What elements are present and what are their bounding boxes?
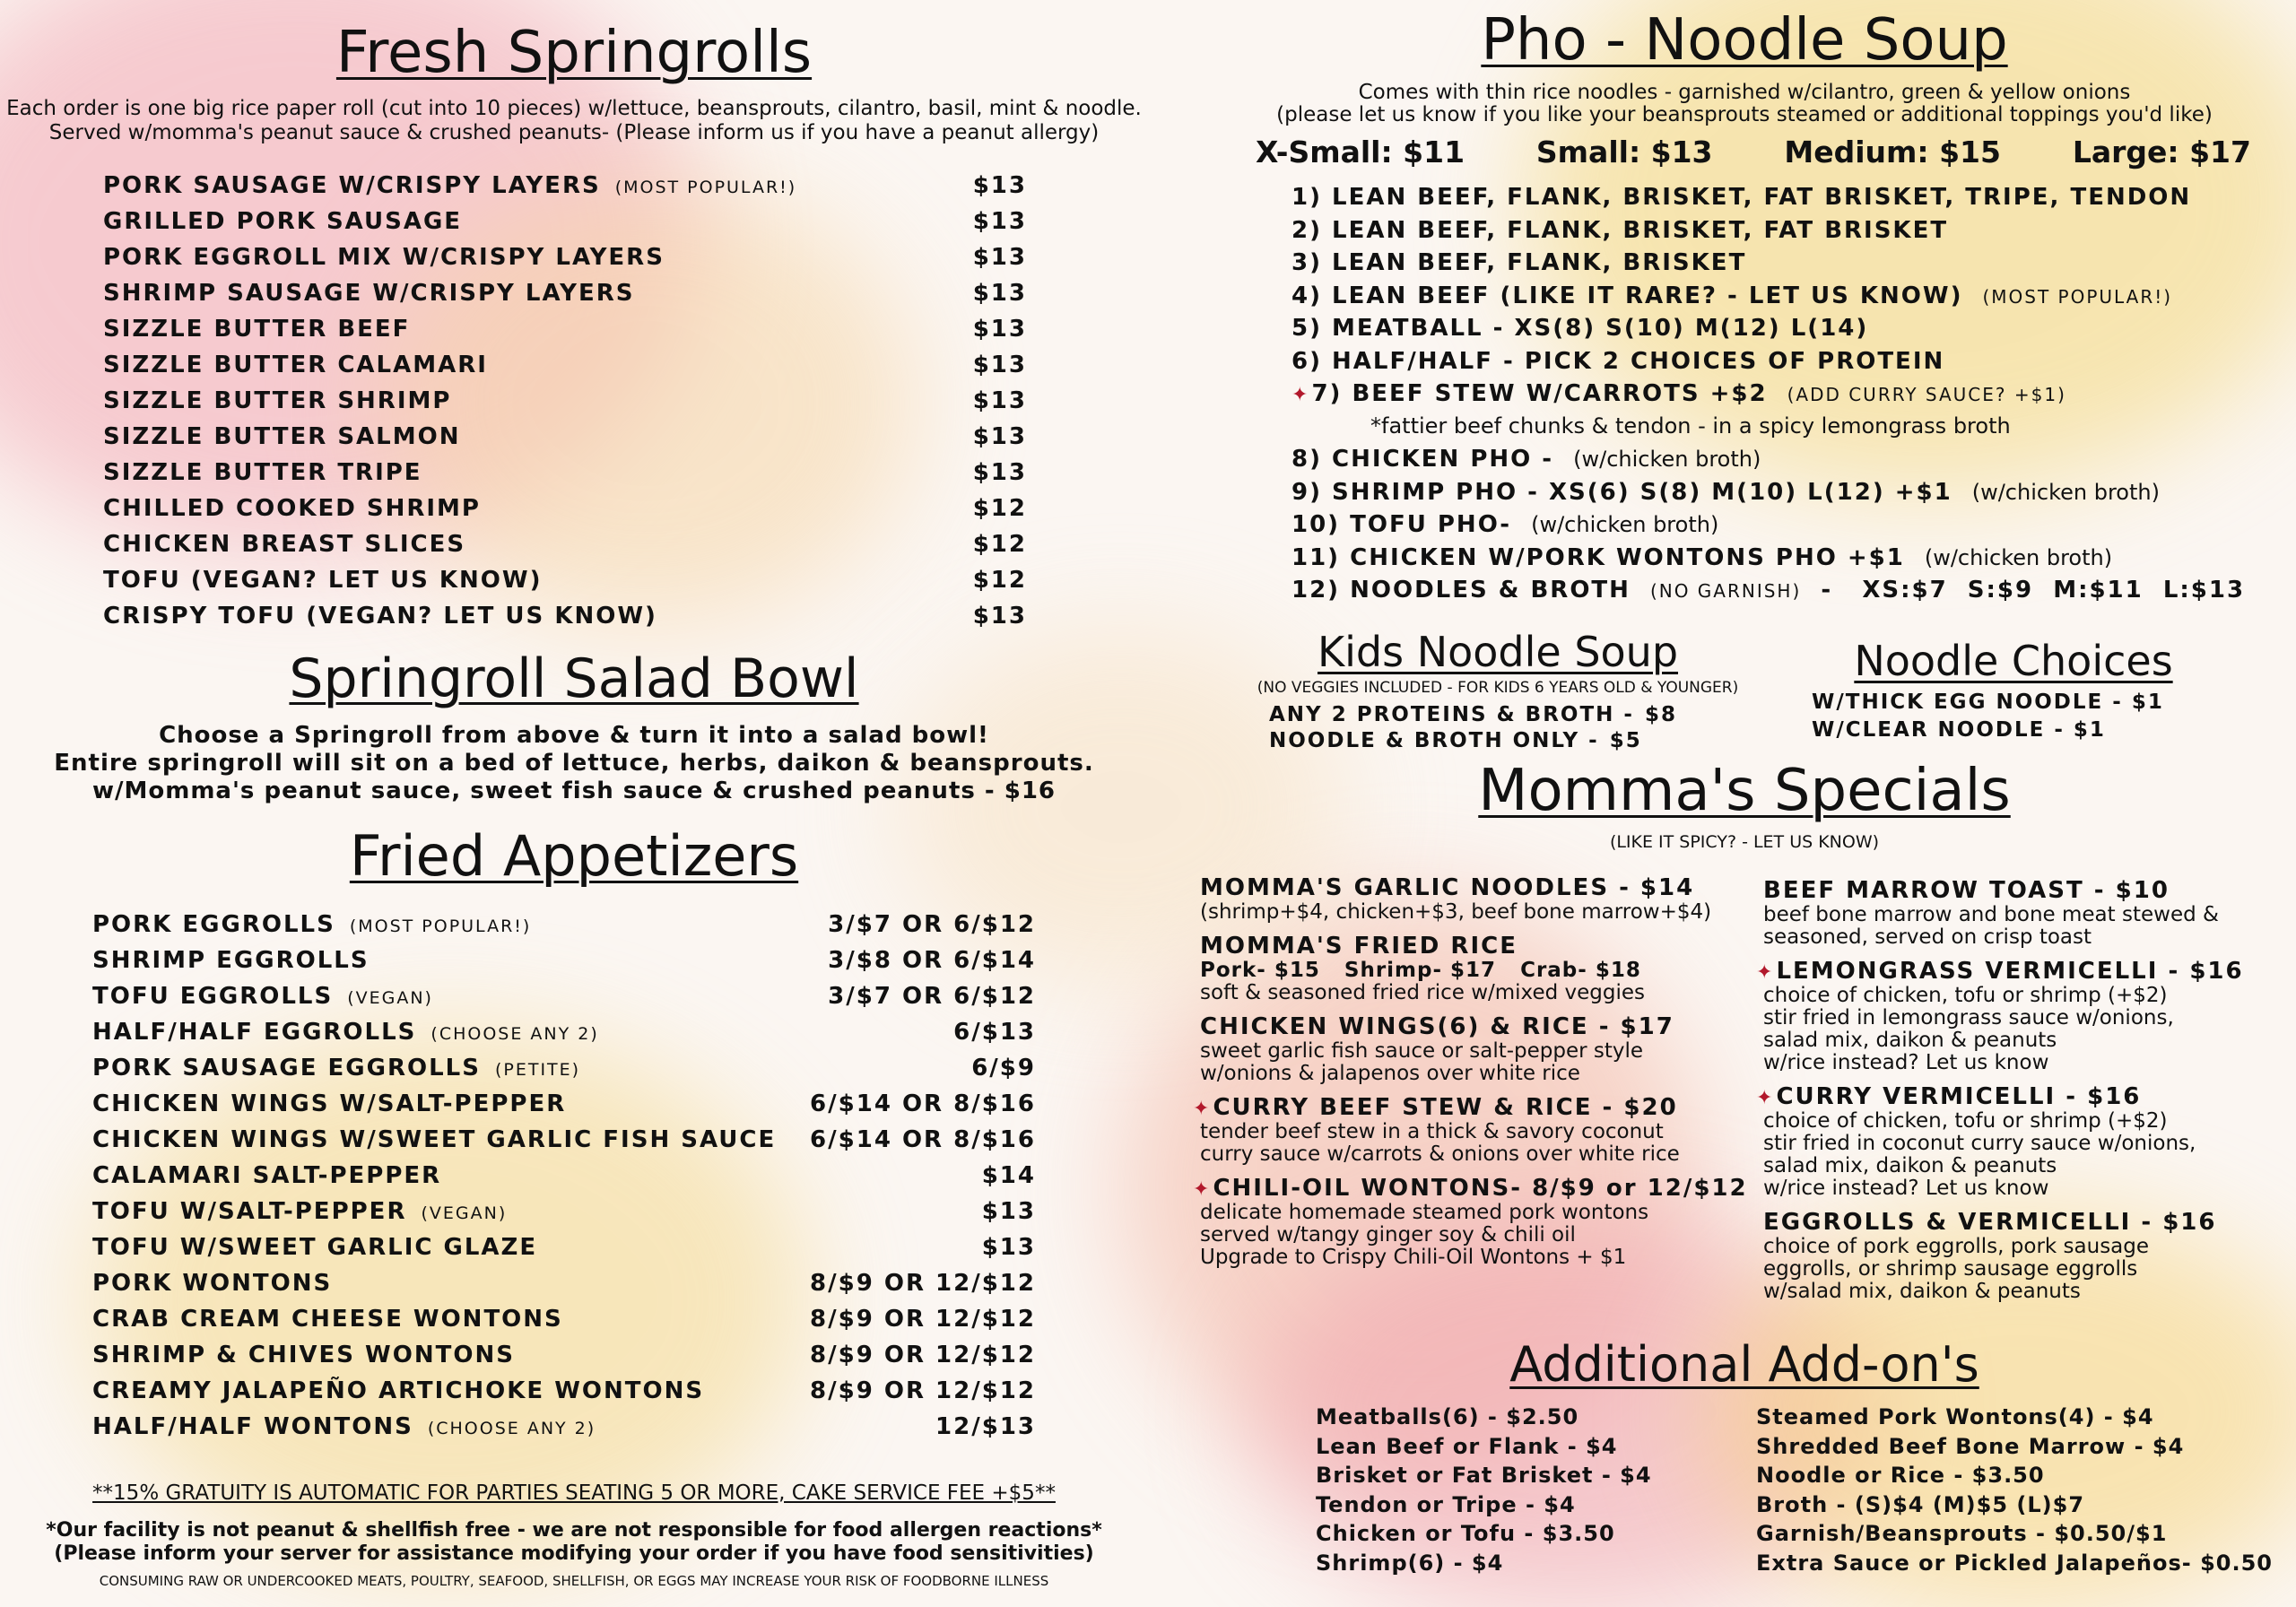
menu-item-name: SIZZLE BUTTER SHRIMP bbox=[103, 387, 452, 414]
menu-item bbox=[103, 244, 1027, 280]
special-item-desc: stir fried in lemongrass sauce w/onions, bbox=[1763, 1006, 2174, 1029]
size-large: Large: $17 bbox=[2072, 135, 2251, 169]
pho-item bbox=[1292, 184, 2278, 217]
menu-item bbox=[103, 352, 1027, 387]
special-item-desc: tender beef stew in a thick & savory coconut bbox=[1200, 1120, 1664, 1143]
menu-item-name-wrap bbox=[103, 244, 665, 271]
menu-item-price: $13 bbox=[972, 459, 1027, 486]
menu-item-name: SIZZLE BUTTER CALAMARI bbox=[103, 352, 488, 378]
pho-item-name: 1) LEAN BEEF, FLANK, BRISKET, FAT BRISKET, TRIPE, TENDON bbox=[1292, 184, 2192, 211]
pho-item-note: (MOST POPULAR!) bbox=[1982, 285, 2173, 308]
menu-item bbox=[92, 1306, 1036, 1342]
menu-item bbox=[92, 1270, 1036, 1306]
menu-item-name: PORK SAUSAGE W/CRISPY LAYERS bbox=[103, 172, 601, 199]
special-item-desc: seasoned, served on crisp toast bbox=[1763, 925, 2092, 949]
fried-appetizers-title: Fried Appetizers bbox=[349, 823, 799, 889]
menu-item bbox=[92, 1162, 1036, 1198]
menu-item-name-wrap bbox=[103, 603, 657, 630]
menu-item bbox=[103, 172, 1027, 208]
menu-item-name: TOFU EGGROLLS bbox=[92, 983, 334, 1010]
menu-item-price: $12 bbox=[972, 567, 1027, 594]
size-xsmall: X-Small: $11 bbox=[1256, 135, 1465, 169]
menu-item-name-wrap bbox=[103, 172, 796, 199]
addon-item: Garnish/Beansprouts - $0.50/$1 bbox=[1756, 1521, 2168, 1546]
menu-item bbox=[103, 459, 1027, 495]
special-item-desc: served w/tangy ginger soy & chili oil bbox=[1200, 1223, 1576, 1247]
pho-item-note bbox=[1650, 577, 2245, 604]
menu-item-price: $13 bbox=[981, 1198, 1036, 1225]
menu-item-price: 8/$9 OR 12/$12 bbox=[810, 1306, 1036, 1333]
pho-item-name: 7) BEEF STEW W/CARROTS +$2 bbox=[1311, 380, 1768, 407]
menu-item bbox=[103, 531, 1027, 567]
menu-item-price: $13 bbox=[972, 208, 1027, 235]
menu-item-price: 6/$14 OR 8/$16 bbox=[810, 1090, 1036, 1117]
menu-item-price: $12 bbox=[972, 495, 1027, 522]
addon-item: Steamed Pork Wontons(4) - $4 bbox=[1756, 1404, 2154, 1429]
special-item-name: CHICKEN WINGS(6) & RICE - $17 bbox=[1200, 1013, 1674, 1040]
salad-bowl-line-1: Choose a Springroll from above & turn it into a salad bowl! bbox=[159, 722, 989, 749]
kids-noodle-title: Kids Noodle Soup bbox=[1317, 628, 1679, 676]
special-item-title bbox=[1756, 1083, 2294, 1110]
special-item-desc: w/onions & jalapenos over white rice bbox=[1200, 1062, 1580, 1085]
special-item-title bbox=[1756, 877, 2294, 904]
menu-item bbox=[92, 1126, 1036, 1162]
menu-item-name: CHICKEN WINGS W/SWEET GARLIC FISH SAUCE bbox=[92, 1126, 777, 1153]
special-item-title bbox=[1756, 1209, 2294, 1236]
menu-item bbox=[92, 1413, 1036, 1449]
menu-item-price: 8/$9 OR 12/$12 bbox=[810, 1270, 1036, 1297]
menu-item-name-wrap bbox=[92, 1306, 563, 1333]
addon-item: Shrimp(6) - $4 bbox=[1316, 1550, 1504, 1576]
menu-item bbox=[92, 1377, 1036, 1413]
menu-item-name-wrap bbox=[92, 911, 531, 938]
menu-item bbox=[103, 280, 1027, 316]
menu-item bbox=[103, 423, 1027, 459]
special-item bbox=[1193, 1013, 1749, 1085]
menu-item-name-wrap bbox=[92, 1377, 704, 1404]
gratuity-note: **15% GRATUITY IS AUTOMATIC FOR PARTIES SEATING 5 OR MORE, CAKE SERVICE FEE +$5** bbox=[92, 1481, 1056, 1505]
pho-title: Pho - Noodle Soup bbox=[1481, 7, 2008, 74]
size-medium: Medium: $15 bbox=[1784, 135, 2001, 169]
pho-list bbox=[1292, 184, 2278, 610]
menu-item-name-wrap bbox=[92, 1413, 596, 1440]
menu-item-price: $13 bbox=[972, 316, 1027, 343]
pho-item-name: 11) CHICKEN W/PORK WONTONS PHO +$1 bbox=[1292, 543, 1905, 571]
special-item-desc: choice of pork eggrolls, pork sausage bbox=[1763, 1235, 2150, 1258]
pho-item bbox=[1292, 380, 2278, 413]
noodle-choice-item: W/CLEAR NOODLE - $1 bbox=[1812, 718, 2106, 742]
menu-item bbox=[92, 911, 1036, 947]
special-item-title bbox=[1193, 1175, 1749, 1202]
pho-item bbox=[1292, 479, 2278, 512]
menu-item-price: 8/$9 OR 12/$12 bbox=[810, 1377, 1036, 1404]
pho-item-note: (w/chicken broth) bbox=[1924, 544, 2113, 570]
special-item-title bbox=[1193, 874, 1749, 901]
menu-item bbox=[92, 947, 1036, 983]
menu-item-price: 12/$13 bbox=[935, 1413, 1036, 1440]
menu-item-name-wrap bbox=[103, 567, 542, 594]
menu-item-name: TOFU (VEGAN? LET US KNOW) bbox=[103, 567, 543, 594]
addon-item: Meatballs(6) - $2.50 bbox=[1316, 1404, 1579, 1429]
menu-item-name: CALAMARI SALT-PEPPER bbox=[92, 1162, 442, 1189]
menu-item-name: TOFU W/SALT-PEPPER bbox=[92, 1198, 407, 1225]
menu-item-price: 6/$14 OR 8/$16 bbox=[810, 1126, 1036, 1153]
menu-item-note: (MOST POPULAR!) bbox=[349, 916, 532, 936]
menu-item-name-wrap bbox=[92, 1342, 515, 1368]
menu-item-name: PORK EGGROLLS bbox=[92, 911, 335, 938]
kids-item: NOODLE & BROTH ONLY - $5 bbox=[1269, 729, 1642, 752]
menu-item-note: (CHOOSE ANY 2) bbox=[427, 1419, 596, 1438]
menu-item-name-wrap bbox=[103, 495, 481, 522]
menu-item-name-wrap bbox=[103, 208, 462, 235]
menu-item-name: SHRIMP & CHIVES WONTONS bbox=[92, 1342, 515, 1368]
special-item-desc: (shrimp+$4, chicken+$3, beef bone marrow+$4) bbox=[1200, 900, 1712, 924]
chili-pepper-icon: ✦ bbox=[1292, 384, 1309, 406]
specials-right-list bbox=[1756, 877, 2294, 1312]
addons-right-list bbox=[1756, 1404, 2294, 1579]
pho-item bbox=[1292, 511, 2278, 544]
pho-item-note-garnish: (NO GARNISH) bbox=[1649, 580, 1802, 602]
chili-pepper-icon: ✦ bbox=[1756, 1087, 1773, 1109]
special-item-title bbox=[1193, 1013, 1749, 1040]
pho-item-name: 2) LEAN BEEF, FLANK, BRISKET, FAT BRISKET bbox=[1292, 216, 1949, 244]
menu-item-name: CRAB CREAM CHEESE WONTONS bbox=[92, 1306, 563, 1333]
pho-item-note: (w/chicken broth) bbox=[1573, 447, 1761, 472]
pho-item-name: 10) TOFU PHO- bbox=[1292, 511, 1512, 538]
special-item-desc: salad mix, daikon & peanuts bbox=[1763, 1154, 2057, 1177]
addon-item: Brisket or Fat Brisket - $4 bbox=[1316, 1463, 1652, 1488]
special-item-name: CURRY VERMICELLI - $16 bbox=[1776, 1083, 2142, 1110]
salad-bowl-line-3: w/Momma's peanut sauce, sweet fish sauce & crushed peanuts - $16 bbox=[91, 777, 1057, 804]
menu-item bbox=[103, 603, 1027, 638]
springrolls-title: Fresh Springrolls bbox=[335, 20, 813, 86]
special-item-desc: w/salad mix, daikon & peanuts bbox=[1763, 1280, 2081, 1303]
menu-item-price: $13 bbox=[972, 423, 1027, 450]
pho-item-name: 4) LEAN BEEF (LIKE IT RARE? - LET US KNOW) bbox=[1292, 282, 1963, 309]
menu-item-price: 3/$7 OR 6/$12 bbox=[828, 911, 1036, 938]
addons-title: Additional Add-on's bbox=[1509, 1336, 1979, 1393]
specials-left-list bbox=[1193, 874, 1749, 1278]
addon-item: Noodle or Rice - $3.50 bbox=[1756, 1463, 2045, 1488]
special-item-desc: w/rice instead? Let us know bbox=[1763, 1177, 2049, 1200]
chili-pepper-icon: ✦ bbox=[1193, 1178, 1210, 1201]
menu-item-name-wrap bbox=[92, 1019, 599, 1046]
noodle-choices-title: Noodle Choices bbox=[1854, 637, 2173, 685]
pho-item bbox=[1292, 315, 2278, 348]
menu-item-name: CHILLED COOKED SHRIMP bbox=[103, 495, 481, 522]
special-item-desc: beef bone marrow and bone meat stewed & bbox=[1763, 903, 2219, 926]
pho-item-name: 6) HALF/HALF - PICK 2 CHOICES OF PROTEIN bbox=[1292, 347, 1945, 375]
menu-item-name: SIZZLE BUTTER SALMON bbox=[103, 423, 461, 450]
menu-item-price: $14 bbox=[981, 1162, 1036, 1189]
special-item-desc: stir fried in coconut curry sauce w/onions, bbox=[1763, 1132, 2196, 1155]
mommas-specials-subtitle: (LIKE IT SPICY? - LET US KNOW) bbox=[1609, 832, 1880, 852]
special-item-desc: choice of chicken, tofu or shrimp (+$2) bbox=[1763, 984, 2168, 1007]
pho-item-note: (w/chicken broth) bbox=[1531, 512, 1719, 537]
special-item-name: MOMMA'S FRIED RICE bbox=[1200, 933, 1518, 960]
pho-item bbox=[1292, 544, 2278, 578]
menu-item bbox=[103, 387, 1027, 423]
pho-item bbox=[1292, 577, 2278, 610]
menu-item-name: PORK SAUSAGE EGGROLLS bbox=[92, 1055, 481, 1081]
menu-item bbox=[92, 1019, 1036, 1055]
menu-item bbox=[103, 208, 1027, 244]
addon-item: Tendon or Tripe - $4 bbox=[1316, 1491, 1576, 1517]
menu-item-name: TOFU W/SWEET GARLIC GLAZE bbox=[92, 1234, 538, 1261]
special-item-desc: curry sauce w/carrots & onions over white rice bbox=[1200, 1142, 1680, 1166]
allergy-note-2: (Please inform your server for assistance modifying your order if you have food sensitivities) bbox=[54, 1542, 1094, 1565]
fried-appetizers-list bbox=[92, 911, 1036, 1449]
menu-item-price: $13 bbox=[972, 352, 1027, 378]
special-item-desc: eggrolls, or shrimp sausage eggrolls bbox=[1763, 1257, 2138, 1281]
menu-item-note: (PETITE) bbox=[494, 1060, 581, 1080]
menu-item-name-wrap bbox=[103, 352, 488, 378]
pho-desc-2: (please let us know if you like your beansprouts steamed or additional toppings you'd like) bbox=[1276, 103, 2213, 126]
pho-desc-1: Comes with thin rice noodles - garnished w/cilantro, green & yellow onions bbox=[1358, 81, 2131, 104]
special-item bbox=[1193, 874, 1749, 924]
menu-item bbox=[92, 1234, 1036, 1270]
special-item-desc: Pork- $15 Shrimp- $17 Crab- $18 bbox=[1200, 959, 1641, 982]
menu-item-price: 6/$9 bbox=[971, 1055, 1036, 1081]
menu-item-note: (VEGAN) bbox=[347, 988, 433, 1008]
menu-item bbox=[92, 1342, 1036, 1377]
menu-item-name-wrap bbox=[92, 983, 433, 1010]
menu-item-name-wrap bbox=[103, 316, 410, 343]
menu-item-price: 3/$7 OR 6/$12 bbox=[828, 983, 1036, 1010]
menu-item-price: $13 bbox=[972, 387, 1027, 414]
menu-item-price: $13 bbox=[972, 603, 1027, 630]
pho-item-name: 8) CHICKEN PHO - bbox=[1292, 446, 1554, 473]
special-item bbox=[1756, 1209, 2294, 1303]
menu-item-note: (CHOOSE ANY 2) bbox=[430, 1024, 599, 1044]
pho-item bbox=[1292, 282, 2278, 316]
menu-item-price: $13 bbox=[972, 244, 1027, 271]
menu-item-name-wrap bbox=[103, 387, 451, 414]
menu-item bbox=[103, 316, 1027, 352]
springrolls-desc-2: Served w/momma's peanut sauce & crushed peanuts- (Please inform us if you have a peanut allergy) bbox=[48, 121, 1100, 144]
menu-item-price: $12 bbox=[972, 531, 1027, 558]
menu-item-name: CREAMY JALAPEÑO ARTICHOKE WONTONS bbox=[92, 1377, 705, 1404]
special-item-desc: salad mix, daikon & peanuts bbox=[1763, 1029, 2057, 1052]
menu-item bbox=[92, 1198, 1036, 1234]
springrolls-desc-1: Each order is one big rice paper roll (cut into 10 pieces) w/lettuce, beansprouts, cilantro, basil, mint & noodle. bbox=[6, 97, 1142, 120]
special-item-name: LEMONGRASS VERMICELLI - $16 bbox=[1776, 958, 2244, 985]
menu-item-name-wrap bbox=[103, 459, 422, 486]
menu-item-note: (VEGAN) bbox=[421, 1203, 508, 1223]
menu-item-name: SHRIMP SAUSAGE W/CRISPY LAYERS bbox=[103, 280, 635, 307]
special-item-name: EGGROLLS & VERMICELLI - $16 bbox=[1763, 1209, 2217, 1236]
special-item-title bbox=[1193, 1094, 1749, 1121]
special-item-desc: Upgrade to Crispy Chili-Oil Wontons + $1 bbox=[1200, 1246, 1627, 1269]
pho-item bbox=[1292, 217, 2278, 250]
pho-item bbox=[1292, 446, 2278, 479]
chili-pepper-icon: ✦ bbox=[1193, 1098, 1210, 1120]
foodborne-warning: CONSUMING RAW OR UNDERCOOKED MEATS, POULTRY, SEAFOOD, SHELLFISH, OR EGGS MAY INCREASE YOUR RISK OF FOODBORNE ILLNESS bbox=[99, 1573, 1049, 1589]
menu-item-name: SIZZLE BUTTER TRIPE bbox=[103, 459, 422, 486]
addon-item: Chicken or Tofu - $3.50 bbox=[1316, 1521, 1615, 1546]
special-item-name: MOMMA'S GARLIC NOODLES - $14 bbox=[1200, 874, 1695, 901]
addon-item: Broth - (S)$4 (M)$5 (L)$7 bbox=[1756, 1491, 2085, 1517]
menu-item-name-wrap bbox=[92, 1090, 566, 1117]
kids-item: ANY 2 PROTEINS & BROTH - $8 bbox=[1269, 703, 1677, 726]
special-item-desc: sweet garlic fish sauce or salt-pepper style bbox=[1200, 1039, 1644, 1063]
special-item-desc: delicate homemade steamed pork wontons bbox=[1200, 1201, 1649, 1224]
menu-item-name: SHRIMP EGGROLLS bbox=[92, 947, 370, 974]
special-item-name: CURRY BEEF STEW & RICE - $20 bbox=[1213, 1094, 1678, 1121]
menu-item-name-wrap bbox=[103, 423, 460, 450]
menu-item-price: $13 bbox=[972, 280, 1027, 307]
special-item bbox=[1193, 933, 1749, 1004]
menu-item-name-wrap bbox=[92, 1234, 537, 1261]
chili-pepper-icon: ✦ bbox=[1756, 961, 1773, 984]
springroll-list bbox=[103, 172, 1027, 638]
pho-item-sizes: - XS:$7 S:$9 M:$11 L:$13 bbox=[1801, 577, 2246, 604]
size-small: Small: $13 bbox=[1535, 135, 1713, 169]
menu-item-name-wrap bbox=[103, 280, 634, 307]
menu-item-name: PORK EGGROLL MIX W/CRISPY LAYERS bbox=[103, 244, 665, 271]
mommas-specials-title: Momma's Specials bbox=[1478, 758, 2011, 824]
addon-item: Extra Sauce or Pickled Jalapeños- $0.50 bbox=[1756, 1550, 2273, 1576]
menu-item-name: PORK WONTONS bbox=[92, 1270, 333, 1297]
special-item-desc: soft & seasoned fried rice w/mixed veggies bbox=[1200, 981, 1646, 1004]
menu-item-name: HALF/HALF WONTONS bbox=[92, 1413, 413, 1440]
addons-left-list bbox=[1316, 1404, 1746, 1579]
salad-bowl-title: Springroll Salad Bowl bbox=[289, 647, 859, 710]
menu-item bbox=[103, 567, 1027, 603]
special-item-desc: w/rice instead? Let us know bbox=[1763, 1051, 2049, 1074]
menu-item-price: 6/$13 bbox=[953, 1019, 1036, 1046]
menu-item-name-wrap bbox=[92, 1270, 332, 1297]
menu-item-note: (MOST POPULAR!) bbox=[614, 178, 797, 197]
pho-item bbox=[1292, 249, 2278, 282]
menu-item bbox=[92, 1055, 1036, 1090]
special-item bbox=[1756, 1083, 2294, 1200]
allergy-note: *Our facility is not peanut & shellfish free - we are not responsible for food allergen reactions* bbox=[46, 1519, 1102, 1542]
kids-noodle-note: (NO VEGGIES INCLUDED - FOR KIDS 6 YEARS OLD & YOUNGER) bbox=[1257, 679, 1739, 697]
menu-item-name: CHICKEN BREAST SLICES bbox=[103, 531, 466, 558]
noodle-choices-items bbox=[1812, 691, 2215, 746]
special-item-name: BEEF MARROW TOAST - $10 bbox=[1763, 877, 2170, 904]
menu-item-name-wrap bbox=[92, 1162, 441, 1189]
addon-item: Lean Beef or Flank - $4 bbox=[1316, 1433, 1618, 1459]
menu-item-name-wrap bbox=[92, 947, 370, 974]
menu-item-name-wrap bbox=[103, 531, 465, 558]
menu-item-name: GRILLED PORK SAUSAGE bbox=[103, 208, 463, 235]
pho-item-note: (w/chicken broth) bbox=[1971, 479, 2160, 505]
salad-bowl-line-2: Entire springroll will sit on a bed of lettuce, herbs, daikon & beansprouts. bbox=[54, 750, 1094, 777]
pho-item-name: 12) NOODLES & BROTH bbox=[1292, 577, 1631, 604]
special-item bbox=[1193, 1094, 1749, 1166]
pho-item-note: (ADD CURRY SAUCE? +$1) bbox=[1787, 384, 2066, 405]
menu-item-name-wrap bbox=[92, 1126, 776, 1153]
special-item-desc: choice of chicken, tofu or shrimp (+$2) bbox=[1763, 1109, 2168, 1133]
menu-item bbox=[92, 983, 1036, 1019]
menu-item-price: $13 bbox=[981, 1234, 1036, 1261]
menu-item bbox=[92, 1090, 1036, 1126]
special-item bbox=[1193, 1175, 1749, 1269]
pho-item-name: 5) MEATBALL - XS(8) S(10) M(12) L(14) bbox=[1292, 315, 1869, 342]
noodle-choice-item: W/THICK EGG NOODLE - $1 bbox=[1812, 691, 2164, 714]
menu-item-price: 3/$8 OR 6/$14 bbox=[828, 947, 1036, 974]
special-item bbox=[1756, 958, 2294, 1074]
menu-item-name: CHICKEN WINGS W/SALT-PEPPER bbox=[92, 1090, 567, 1117]
special-item bbox=[1756, 877, 2294, 949]
kids-noodle-items bbox=[1269, 703, 1718, 755]
special-item-title bbox=[1193, 933, 1749, 960]
pho-sizes bbox=[1256, 135, 2251, 169]
menu-item-name: HALF/HALF EGGROLLS bbox=[92, 1019, 417, 1046]
pho-item bbox=[1292, 348, 2278, 381]
menu-item-name-wrap bbox=[92, 1055, 580, 1081]
menu-item-name-wrap bbox=[92, 1198, 507, 1225]
menu-item bbox=[103, 495, 1027, 531]
special-item-title bbox=[1756, 958, 2294, 985]
special-item-name: CHILI-OIL WONTONS- 8/$9 or 12/$12 bbox=[1213, 1175, 1748, 1202]
menu-item-name: SIZZLE BUTTER BEEF bbox=[103, 316, 411, 343]
pho-item-name: 9) SHRIMP PHO - XS(6) S(8) M(10) L(12) +$1 bbox=[1292, 478, 1952, 506]
menu-item-price: $13 bbox=[972, 172, 1027, 199]
pho-item-name: 3) LEAN BEEF, FLANK, BRISKET bbox=[1292, 249, 1747, 276]
addon-item: Shredded Beef Bone Marrow - $4 bbox=[1756, 1433, 2185, 1459]
pho-stew-note: *fattier beef chunks & tendon - in a spicy lemongrass broth bbox=[1370, 413, 2011, 439]
menu-item-price: 8/$9 OR 12/$12 bbox=[810, 1342, 1036, 1368]
menu-item-name: CRISPY TOFU (VEGAN? LET US KNOW) bbox=[103, 603, 657, 630]
